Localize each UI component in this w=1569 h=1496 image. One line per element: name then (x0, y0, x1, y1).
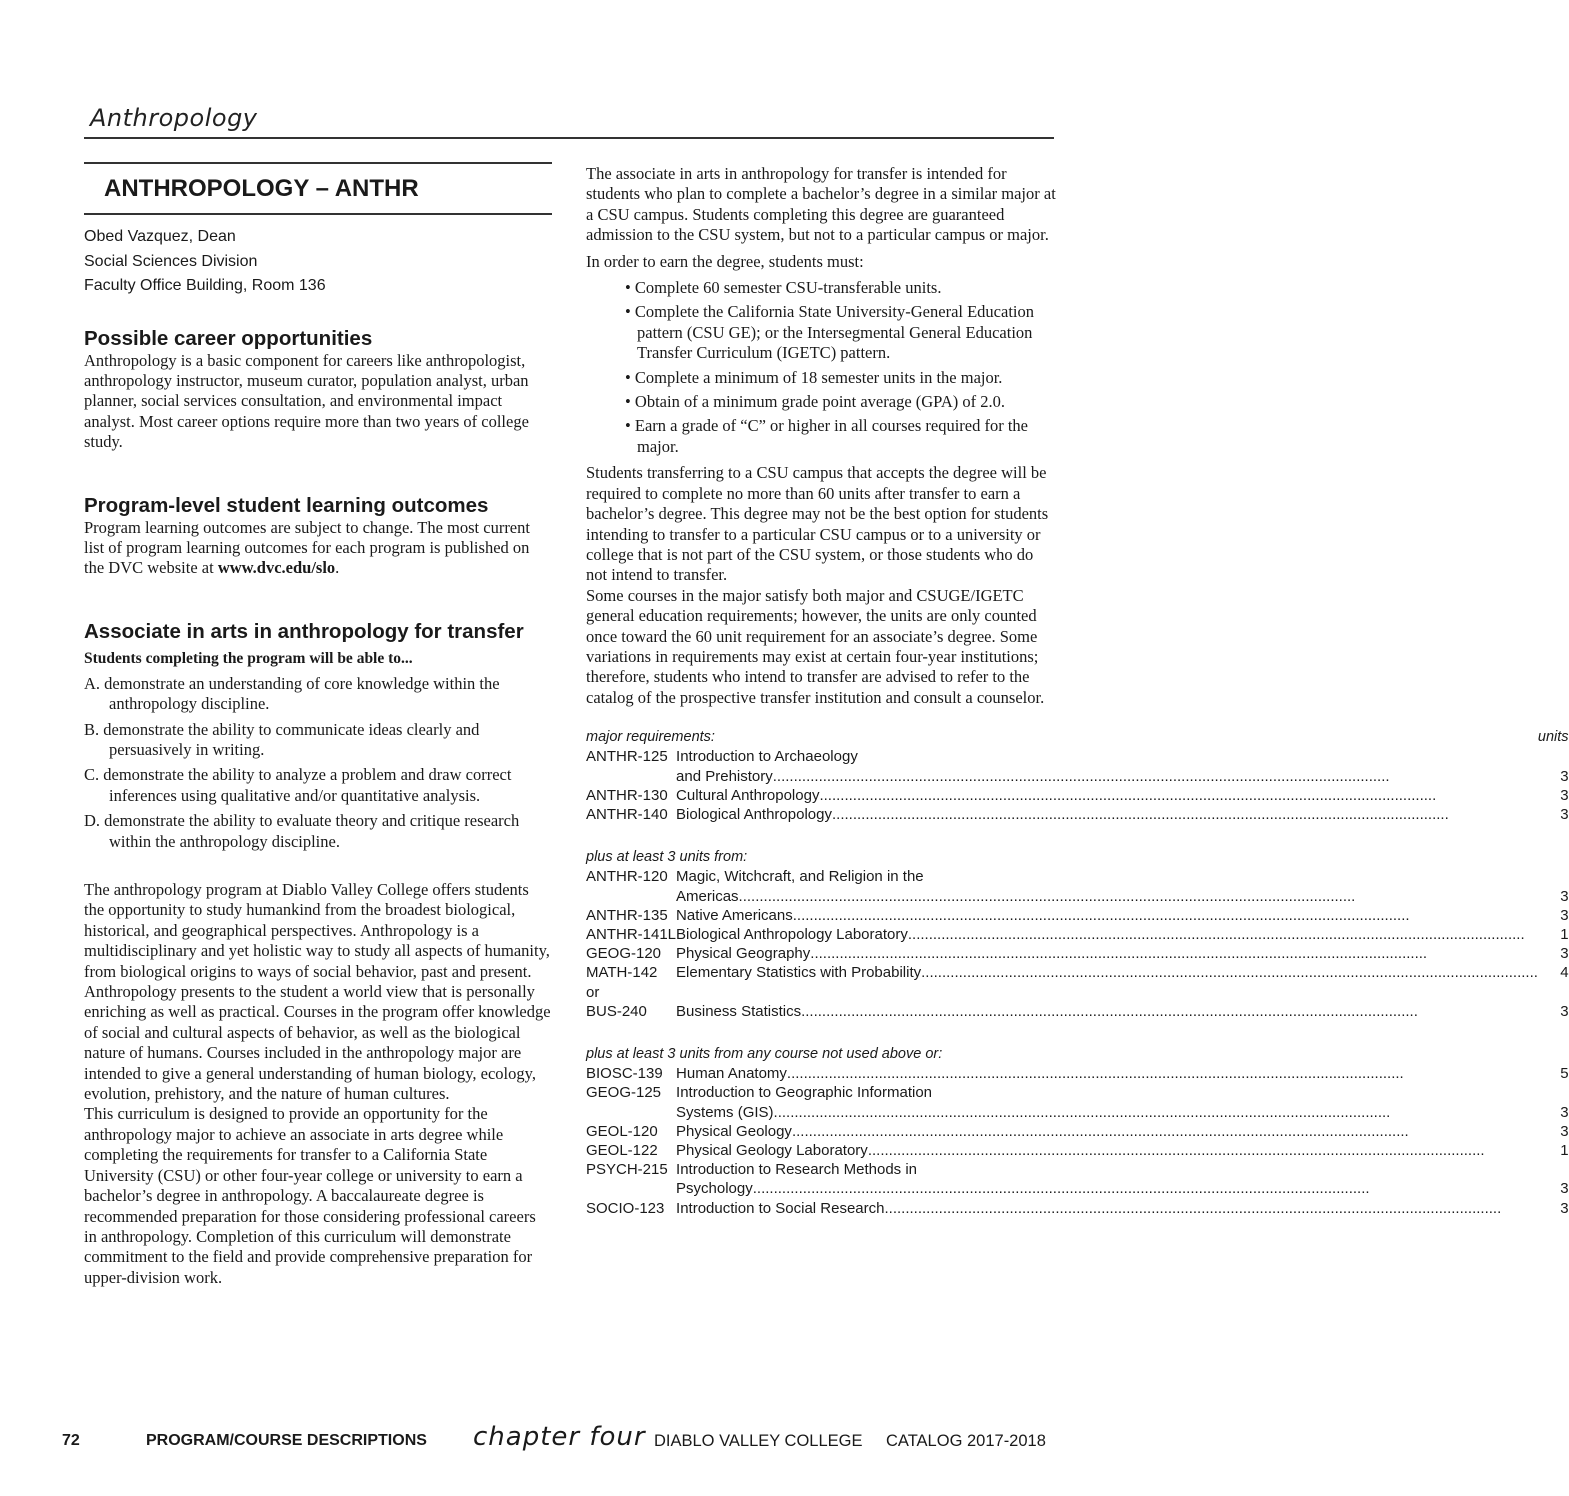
left-column (84, 162, 552, 1288)
course-title: Magic, Witchcraft, and Religion in the (676, 868, 924, 886)
course-row (586, 963, 1569, 982)
course-row (586, 786, 1569, 805)
course-code: PSYCH-215 (586, 1161, 668, 1179)
course-row (586, 1199, 1569, 1218)
slo-text-before: Program learning outcomes are subject to change. The most current list of program learning outcomes for each program is published on the DVC website at (84, 517, 530, 578)
course-code (586, 767, 676, 786)
slo-heading: Program-level student learning outcomes (84, 493, 489, 517)
course-title: Systems (GIS) ..... (676, 1103, 1538, 1122)
course-title: Cultural Anthropology ..... (676, 786, 1538, 805)
transfer-intro: The associate in arts in anthropology for transfer is intended for students who plan to complete a bachelor’s degree in a similar major at a CSU campus. Students completing this degree are guaranteed admission to the CSU system, but not to a particular campus or major. (586, 164, 1056, 245)
outcome-a: A. demonstrate an understanding of core knowledge within the anthropology discipline. (84, 673, 500, 714)
course-row (586, 1103, 1569, 1122)
course-row (586, 805, 1569, 824)
units-heading: units (1537, 729, 1569, 746)
course-row (586, 944, 1569, 963)
course-code: MATH-142 (586, 964, 658, 982)
bullet-ge: • Complete the California State University-General Education pattern (CSU GE); or the Intersegmental General Education Transfer Curriculum (IGETC) pattern. (616, 302, 1056, 363)
course-row (586, 867, 1569, 886)
course-code (586, 1103, 676, 1122)
course-title: Introduction to Research Methods in (676, 1161, 917, 1179)
curriculum-description: This curriculum is designed to provide an opportunity for the anthropology major to achieve an associate in arts degree while completing the requirements for transfer to a California State University (CSU) or other four-year college or university to earn a bachelor’s degree in anthropology. A baccalaureate degree is recommended preparation for those considering professional careers in anthropology. Completion of this curriculum will demonstrate commitment to the field and provide comprehensive preparation for upper-division work. (84, 1104, 536, 1287)
course-title: Psychology ..... (676, 1179, 1538, 1198)
course-title: Human Anatomy ..... (676, 1064, 1538, 1083)
major-requirements-label (586, 728, 1569, 747)
running-head: Anthropology (90, 104, 258, 132)
career-heading: Possible career opportunities (84, 326, 373, 350)
contact-block (84, 225, 552, 299)
course-units: 3 (1560, 1122, 1569, 1140)
course-units: 3 (1560, 805, 1569, 823)
course-code: ANTHR-120 (586, 868, 668, 886)
course-units: 5 (1560, 1065, 1569, 1083)
table-spacer (586, 1021, 1569, 1045)
course-title: Introduction to Social Research ..... (676, 1199, 1538, 1218)
course-row (586, 1141, 1569, 1160)
course-row (586, 1002, 1569, 1021)
course-code: SOCIO-123 (586, 1199, 665, 1217)
course-code: or (586, 983, 600, 1001)
course-units: 3 (1560, 1002, 1569, 1020)
course-code: ANTHR-140 (586, 805, 668, 823)
course-code (586, 1179, 676, 1198)
bullet-grade: • Earn a grade of “C” or higher in all courses required for the major. (616, 416, 1056, 457)
program-description: The anthropology program at Diablo Valley College offers students the opportunity to study humankind from the broadest biological, historical, and geographical perspectives. Anthropology is a multidisciplinary and yet holistic way to study all aspects of humanity, from biological origins to ways of social behavior, past and present. Anthropology presents to the student a world view that is personally enriching as well as practical. Courses in the program offer knowledge of social and cultural aspects of behavior, as well as the biological nature of humans. Courses included in the anthropology major are intended to give a general understanding of human biology, ecology, evolution, prehistory, and the nature of human cultures. (84, 880, 551, 1104)
group2-label (586, 848, 1569, 867)
header-rule (84, 137, 1054, 139)
page-footer (62, 1422, 1050, 1458)
page-number: 72 (62, 1432, 80, 1449)
course-title: Native Americans ..... (676, 906, 1538, 925)
course-title: Americas ..... (676, 887, 1538, 906)
ge-note: Some courses in the major satisfy both major and CSUGE/IGETC general education requirements; however, the units are only counted once toward the 60 unit requirement for an associate’s degree. Some variations in requirements may exist at certain four-year institutions; therefore, students who intend to transfer are advised to refer to the catalog of the prospective transfer institution and consult a counselor. (586, 585, 1045, 707)
title-box (84, 162, 552, 215)
aa-lead: Students completing the program will be able to... (84, 649, 413, 667)
outcome-b: B. demonstrate the ability to communicate ideas clearly and persuasively in writing. (84, 719, 480, 759)
course-row (586, 1160, 1569, 1179)
course-row (586, 747, 1569, 766)
course-code: BUS-240 (586, 1002, 647, 1020)
course-row (586, 983, 1569, 1002)
course-units: 3 (1560, 1103, 1569, 1121)
bullet-gpa: • Obtain of a minimum grade point average (GPA) of 2.0. (616, 392, 1056, 412)
course-title: Biological Anthropology ..... (676, 805, 1538, 824)
contact-division: Social Sciences Division (84, 252, 258, 270)
group2-label-text: plus at least 3 units from: (586, 849, 748, 866)
course-units: 3 (1560, 887, 1569, 905)
bullet-units: • Complete 60 semester CSU-transferable units. (616, 278, 1056, 298)
footer-chapter: chapter four (473, 1422, 646, 1452)
course-units: 1 (1560, 925, 1569, 943)
course-row (586, 887, 1569, 906)
footer-college: DIABLO VALLEY COLLEGE (654, 1432, 863, 1450)
footer-section: PROGRAM/COURSE DESCRIPTIONS (146, 1432, 427, 1449)
career-text: Anthropology is a basic component for careers like anthropologist, anthropology instructor, museum curator, population analyst, urban planner, social services consultation, and environmental impact analyst. Most career options require more than two years of college study. (84, 350, 529, 452)
slo-link[interactable]: www.dvc.edu/slo (217, 558, 336, 578)
bullet-major-units: • Complete a minimum of 18 semester units in the major. (616, 368, 1056, 388)
course-title: Physical Geology Laboratory ..... (676, 1141, 1538, 1160)
course-code: ANTHR-130 (586, 786, 668, 804)
course-code: GEOL-122 (586, 1142, 658, 1160)
course-title: Physical Geography ..... (676, 944, 1538, 963)
degree-requirements-list (586, 278, 1056, 457)
group3-label (586, 1045, 1569, 1064)
course-code: ANTHR-135 (586, 906, 668, 924)
course-units: 3 (1560, 1180, 1569, 1198)
course-title (676, 983, 1538, 1002)
group3-label-text: plus at least 3 units from any course not used above or: (586, 1046, 943, 1062)
footer-catalog: CATALOG 2017-2018 (886, 1432, 1046, 1450)
course-units: 3 (1560, 767, 1569, 785)
course-units: 3 (1560, 786, 1569, 804)
page-title: ANTHROPOLOGY – ANTHR (104, 175, 419, 202)
req-intro: In order to earn the degree, students must: (586, 251, 864, 271)
course-title: Biological Anthropology Laboratory ..... (676, 925, 1538, 944)
table-spacer (586, 824, 1569, 848)
course-code: ANTHR-141L (586, 925, 677, 943)
course-row (586, 1083, 1569, 1102)
course-row (586, 906, 1569, 925)
major-requirements-label-text: major requirements: (586, 729, 715, 746)
requirements-table (586, 728, 1569, 1218)
course-title: Introduction to Archaeology (676, 748, 858, 766)
transfer-note: Students transferring to a CSU campus that accepts the degree will be required to complete no more than 60 units after transfer to earn a bachelor’s degree. This degree may not be the best option for students intending to transfer to a particular CSU campus or to a university or college that is not part of the CSU system, or those students who do not intend to transfer. (586, 463, 1049, 585)
course-code: BIOSC-139 (586, 1065, 663, 1083)
outcome-c: C. demonstrate the ability to analyze a problem and draw correct inferences using qualitative and/or quantitative analysis. (84, 765, 512, 805)
course-title: and Prehistory ..... (676, 767, 1538, 786)
outcome-d: D. demonstrate the ability to evaluate theory and critique research within the anthropology discipline. (84, 811, 520, 851)
course-units: 3 (1560, 906, 1569, 924)
aa-heading: Associate in arts in anthropology for transfer (84, 619, 524, 643)
course-code: GEOL-120 (586, 1122, 658, 1140)
course-row (586, 925, 1569, 944)
course-code: GEOG-120 (586, 945, 662, 963)
contact-dean: Obed Vazquez, Dean (84, 228, 236, 245)
course-title: Introduction to Geographic Information (676, 1084, 933, 1102)
course-row (586, 767, 1569, 786)
course-units: 4 (1560, 964, 1569, 982)
course-row (586, 1179, 1569, 1198)
course-row (586, 1122, 1569, 1141)
course-row (586, 1064, 1569, 1083)
slo-text-after: . (335, 558, 340, 578)
course-code: ANTHR-125 (586, 748, 668, 766)
course-units: 3 (1560, 945, 1569, 963)
course-title: Business Statistics ..... (676, 1002, 1538, 1021)
course-title: Elementary Statistics with Probability ..... (676, 963, 1538, 982)
contact-office: Faculty Office Building, Room 136 (84, 277, 326, 294)
course-code: GEOG-125 (586, 1084, 662, 1102)
outcomes-list (84, 674, 552, 852)
right-column (586, 164, 1569, 1218)
course-units (1538, 983, 1569, 1002)
slo-text (84, 518, 552, 579)
course-units: 3 (1560, 1199, 1569, 1217)
course-code (586, 887, 676, 906)
course-title: Physical Geology ..... (676, 1122, 1538, 1141)
course-units: 1 (1560, 1142, 1569, 1160)
